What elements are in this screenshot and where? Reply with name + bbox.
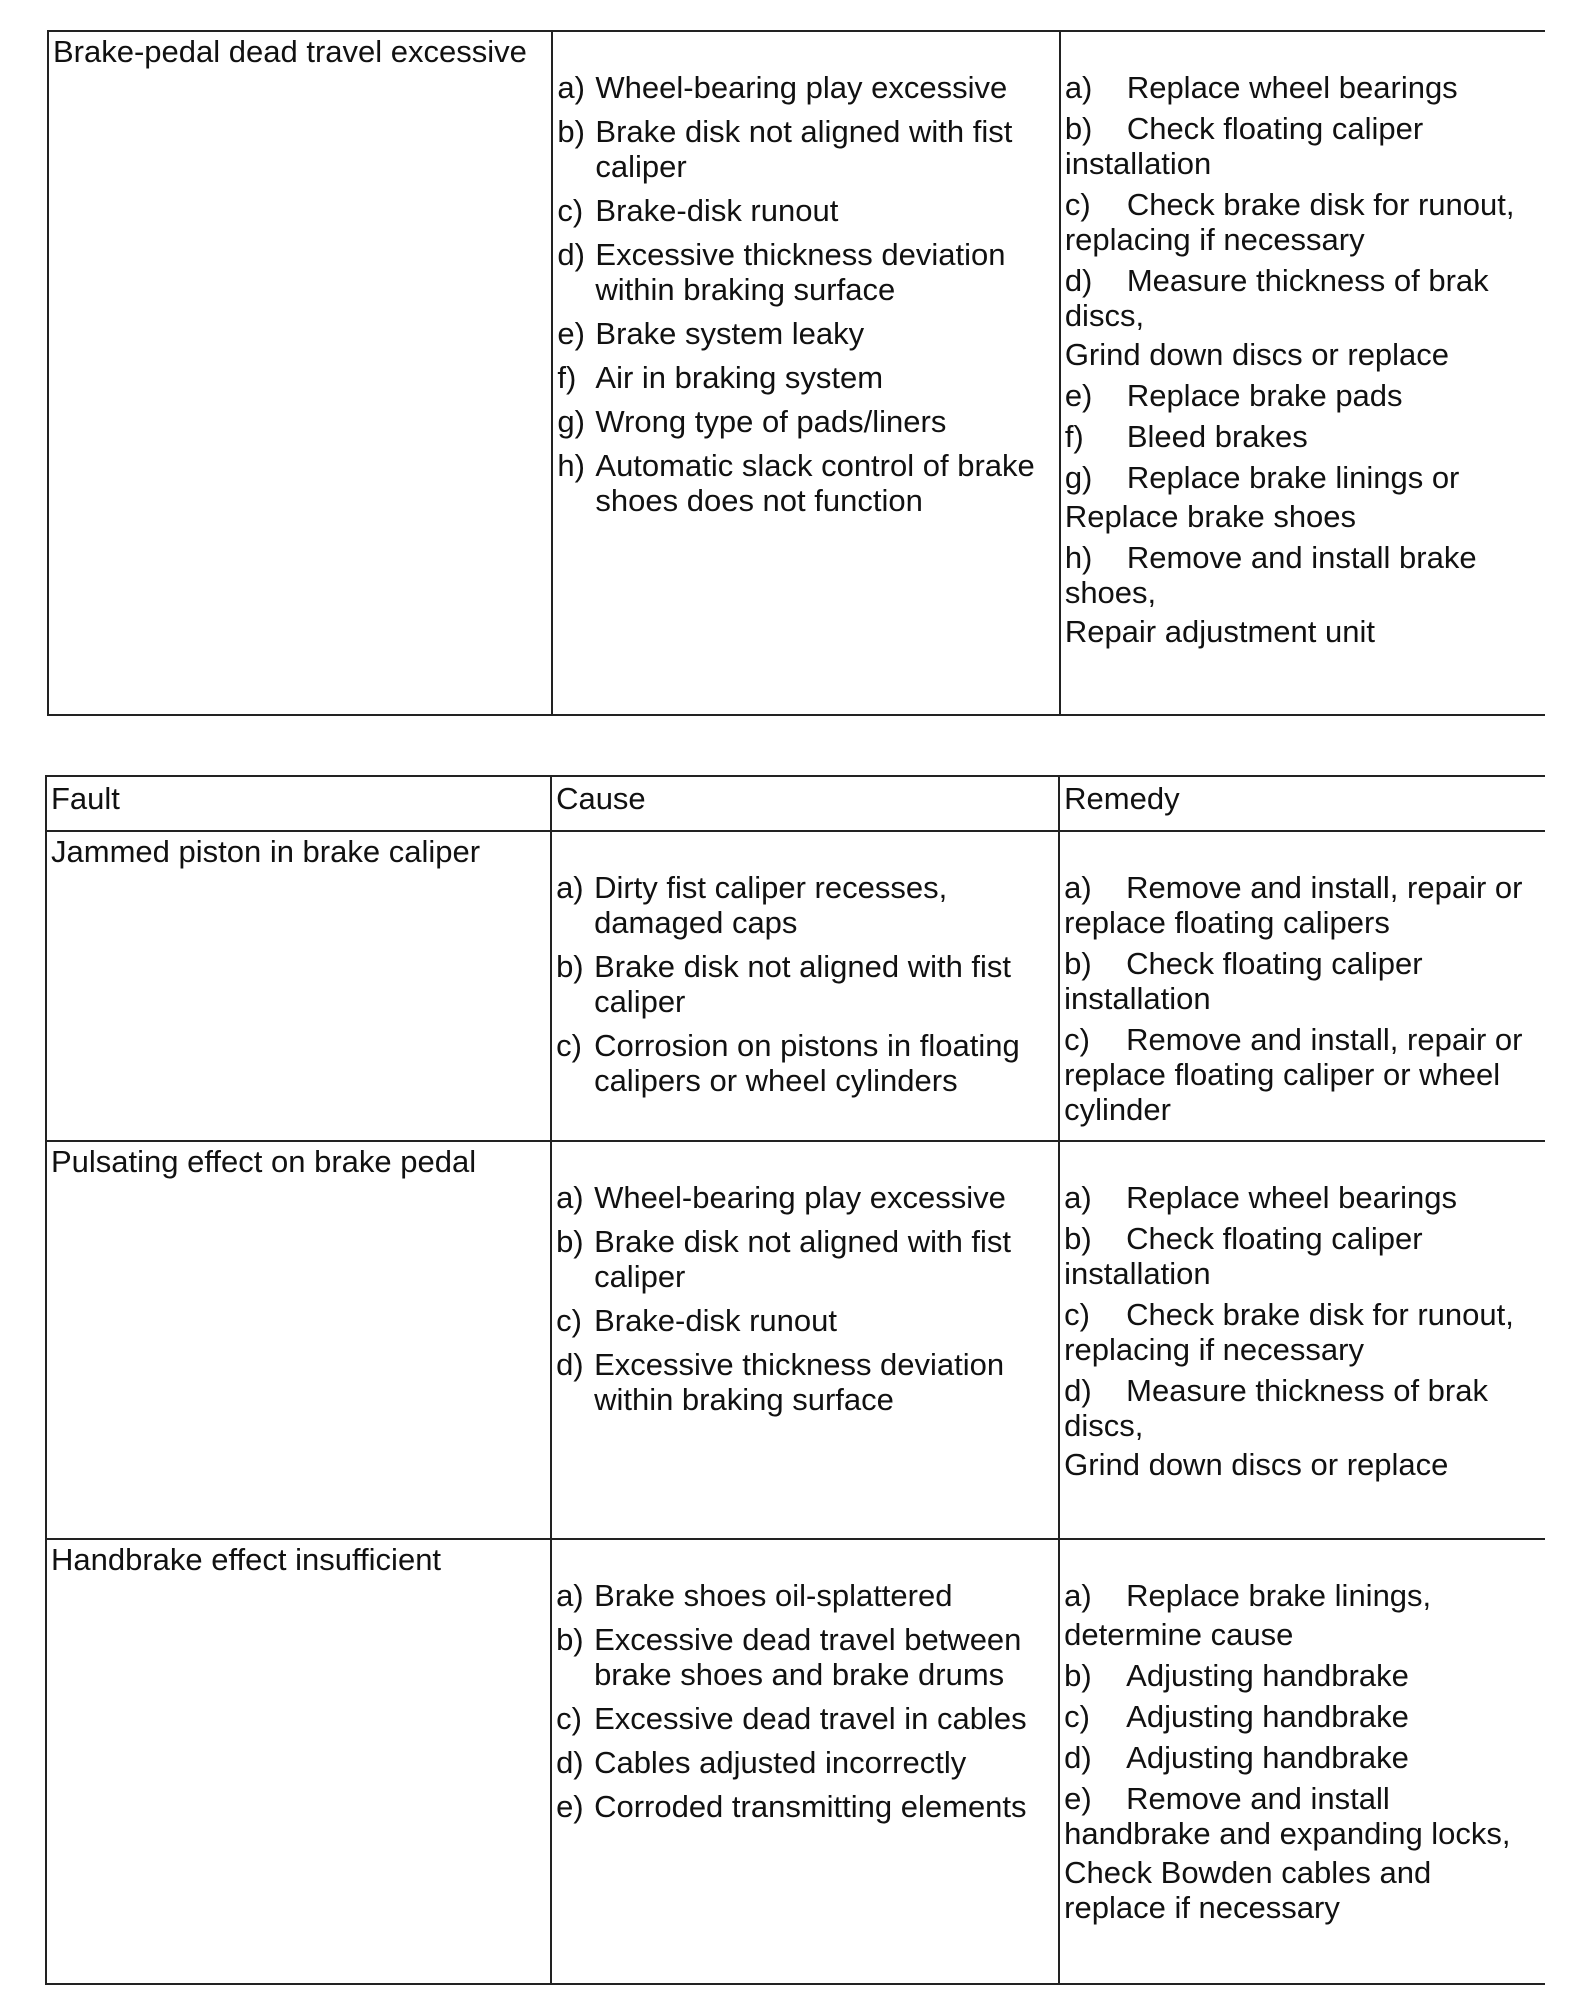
- item-text: Measure thickness of brak discs,: [1064, 1373, 1488, 1443]
- cause-item: [557, 114, 1054, 184]
- item-label: a): [1064, 870, 1092, 905]
- fault-table-continued: [47, 30, 1545, 716]
- item-text: Dirty fist caliper recesses, damaged caps: [594, 870, 948, 940]
- remedy-cell: [1059, 1539, 1545, 1984]
- item-text: Cables adjusted incorrectly: [594, 1745, 967, 1780]
- item-label: e): [557, 316, 585, 351]
- item-text: Check floating caliper installation: [1064, 946, 1423, 1016]
- item-text: Excessive dead travel between brake shoes and brake drums: [594, 1622, 1022, 1692]
- remedy-list: [1064, 1142, 1541, 1482]
- item-text: Brake disk not aligned with fist caliper: [595, 114, 1013, 184]
- cause-list: [556, 1540, 1054, 1824]
- remedy-item: [1064, 1740, 1541, 1775]
- remedy-item: [1065, 378, 1541, 413]
- item-text: Excessive dead travel in cables: [594, 1701, 1027, 1736]
- item-text-continued: Grind down discs or replace: [1064, 337, 1450, 372]
- item-label: a): [1064, 1578, 1092, 1613]
- remedy-item: [1064, 1578, 1541, 1652]
- remedy-item: [1065, 111, 1541, 181]
- item-text: Bleed brakes: [1126, 419, 1308, 454]
- item-text: Excessive thickness deviation within braking surface: [595, 237, 1006, 307]
- item-label: a): [556, 870, 584, 905]
- item-text: Automatic slack control of brake shoes does not function: [595, 448, 1035, 518]
- item-text: Replace wheel bearings: [1126, 1180, 1458, 1215]
- item-text: Adjusting handbrake: [1126, 1658, 1409, 1693]
- item-label: e): [556, 1789, 584, 1824]
- item-text: Measure thickness of brak discs,: [1064, 263, 1489, 333]
- item-label: g): [1064, 460, 1093, 495]
- cause-list: [556, 832, 1054, 1098]
- remedy-cell: [1060, 31, 1545, 715]
- fault-table: [45, 775, 1545, 1985]
- item-label: e): [1064, 1781, 1092, 1816]
- fault-cell: [46, 1141, 551, 1539]
- remedy-item: [1064, 1297, 1541, 1367]
- cause-item: [556, 1224, 1054, 1294]
- item-label: d): [557, 237, 585, 272]
- remedy-item: [1065, 187, 1541, 257]
- remedy-list: [1064, 832, 1541, 1127]
- item-label: a): [1064, 70, 1093, 105]
- item-label: h): [1064, 540, 1093, 575]
- fault-cell: [48, 31, 552, 715]
- cause-item: [556, 1745, 1054, 1780]
- cause-cell: [551, 1539, 1059, 1984]
- table-row: [46, 831, 1545, 1141]
- cause-list: [557, 32, 1054, 518]
- cause-item: [556, 1789, 1054, 1824]
- item-text: Air in braking system: [595, 360, 884, 395]
- header-remedy: Remedy: [1059, 776, 1545, 831]
- table-row: [48, 31, 1545, 715]
- item-text: Remove and install brake shoes,: [1064, 540, 1477, 610]
- cause-item: [556, 870, 1054, 940]
- item-text-continued: Replace brake shoes: [1064, 499, 1357, 534]
- header-row: [46, 776, 1545, 831]
- table-row: [46, 1539, 1545, 1984]
- item-label: d): [556, 1745, 584, 1780]
- item-text: Remove and install handbrake and expanding locks,: [1064, 1781, 1511, 1851]
- fault-text: Pulsating effect on brake pedal: [51, 1144, 477, 1179]
- cause-item: [557, 448, 1054, 518]
- item-label: c): [1064, 1297, 1090, 1332]
- item-label: d): [1064, 1740, 1092, 1775]
- item-text: Wrong type of pads/liners: [595, 404, 947, 439]
- item-label: d): [1064, 1373, 1092, 1408]
- item-label: d): [556, 1347, 584, 1382]
- remedy-item: [1064, 870, 1541, 940]
- remedy-item: [1064, 1699, 1541, 1734]
- item-text-continued: Grind down discs or replace: [1064, 1447, 1449, 1482]
- item-text: Corrosion on pistons in floating calipers or wheel cylinders: [594, 1028, 1020, 1098]
- remedy-item: [1064, 946, 1541, 1016]
- cause-cell: [551, 1141, 1059, 1539]
- cause-cell: [551, 831, 1059, 1141]
- item-text-continued: Repair adjustment unit: [1064, 614, 1375, 649]
- item-label: a): [556, 1578, 584, 1613]
- remedy-item: [1065, 70, 1541, 105]
- item-label: b): [556, 1622, 584, 1657]
- item-text: Check brake disk for runout, replacing if necessary: [1064, 1297, 1514, 1367]
- item-text: Check floating caliper installation: [1064, 1221, 1423, 1291]
- header-cause: Cause: [551, 776, 1059, 831]
- item-label: e): [1064, 378, 1093, 413]
- fault-cell: [46, 831, 551, 1141]
- remedy-cell: [1059, 831, 1545, 1141]
- item-text: Corroded transmitting elements: [594, 1789, 1027, 1824]
- remedy-item: [1064, 1221, 1541, 1291]
- item-text: Excessive thickness deviation within braking surface: [594, 1347, 1005, 1417]
- item-text: Brake disk not aligned with fist caliper: [594, 949, 1012, 1019]
- header-fault: Fault: [46, 776, 551, 831]
- item-text: Brake-disk runout: [595, 193, 839, 228]
- cause-item: [557, 316, 1054, 351]
- item-label: d): [1064, 263, 1093, 298]
- cause-item: [556, 1701, 1054, 1736]
- item-text: Brake shoes oil-splattered: [594, 1578, 953, 1613]
- item-text: Wheel-bearing play excessive: [595, 70, 1008, 105]
- item-label: a): [557, 70, 585, 105]
- cause-item: [557, 404, 1054, 439]
- cause-item: [556, 1578, 1054, 1613]
- item-text: Brake-disk runout: [594, 1303, 838, 1338]
- item-label: c): [1064, 1022, 1090, 1057]
- item-label: b): [556, 1224, 584, 1259]
- item-text: Remove and install, repair or replace floating calipers: [1064, 870, 1523, 940]
- cause-item: [556, 1303, 1054, 1338]
- item-label: c): [1064, 1699, 1090, 1734]
- cause-cell: [552, 31, 1059, 715]
- item-label: b): [1064, 1658, 1092, 1693]
- item-text: Wheel-bearing play excessive: [594, 1180, 1006, 1215]
- cause-item: [556, 1622, 1054, 1692]
- item-label: b): [557, 114, 585, 149]
- item-text: Remove and install, repair or replace floating caliper or wheel cylinder: [1064, 1022, 1523, 1127]
- item-text: Brake system leaky: [595, 316, 865, 351]
- remedy-item: [1065, 419, 1541, 454]
- remedy-list: [1065, 32, 1541, 649]
- item-text: Check floating caliper installation: [1064, 111, 1424, 181]
- remedy-cell: [1059, 1141, 1545, 1539]
- item-label: b): [556, 949, 584, 984]
- cause-item: [556, 949, 1054, 1019]
- item-text: Brake disk not aligned with fist caliper: [594, 1224, 1012, 1294]
- fault-text: Handbrake effect insufficient: [51, 1542, 442, 1577]
- remedy-item: [1064, 1781, 1541, 1925]
- cause-item: [557, 360, 1054, 395]
- item-text: Replace brake pads: [1126, 378, 1403, 413]
- item-label: a): [556, 1180, 584, 1215]
- remedy-item: [1065, 263, 1541, 372]
- cause-item: [557, 237, 1054, 307]
- item-label: h): [557, 448, 585, 483]
- item-label: c): [556, 1303, 582, 1338]
- item-text: Replace brake linings,: [1126, 1578, 1432, 1613]
- cause-item: [557, 193, 1054, 228]
- cause-item: [556, 1028, 1054, 1098]
- cause-item: [557, 70, 1054, 105]
- cause-item: [556, 1180, 1054, 1215]
- item-label: g): [557, 404, 585, 439]
- remedy-item: [1065, 540, 1541, 649]
- item-text: Check brake disk for runout, replacing if necessary: [1064, 187, 1515, 257]
- remedy-item: [1064, 1022, 1541, 1127]
- item-label: c): [556, 1701, 582, 1736]
- item-label: b): [1064, 946, 1092, 981]
- item-label: f): [1064, 419, 1084, 454]
- item-label: c): [556, 1028, 582, 1063]
- remedy-item: [1064, 1373, 1541, 1482]
- item-label: a): [1064, 1180, 1092, 1215]
- item-label: f): [557, 360, 577, 395]
- item-label: b): [1064, 1221, 1092, 1256]
- fault-text: Brake-pedal dead travel excessive: [53, 34, 527, 69]
- item-text-continued: determine cause: [1064, 1617, 1294, 1652]
- item-text: Replace brake linings or: [1126, 460, 1460, 495]
- remedy-item: [1064, 1658, 1541, 1693]
- item-label: c): [1064, 187, 1091, 222]
- cause-item: [556, 1347, 1054, 1417]
- remedy-item: [1064, 1180, 1541, 1215]
- item-text-continued: Check Bowden cables and replace if necessary: [1064, 1855, 1432, 1925]
- remedy-item: [1065, 460, 1541, 534]
- item-text: Replace wheel bearings: [1126, 70, 1458, 105]
- item-text: Adjusting handbrake: [1126, 1699, 1409, 1734]
- item-label: b): [1064, 111, 1093, 146]
- fault-cell: [46, 1539, 551, 1984]
- cause-list: [556, 1142, 1054, 1417]
- remedy-list: [1064, 1540, 1541, 1925]
- table-row: [46, 1141, 1545, 1539]
- fault-text: Jammed piston in brake caliper: [51, 834, 481, 869]
- item-text: Adjusting handbrake: [1126, 1740, 1409, 1775]
- item-label: c): [557, 193, 584, 228]
